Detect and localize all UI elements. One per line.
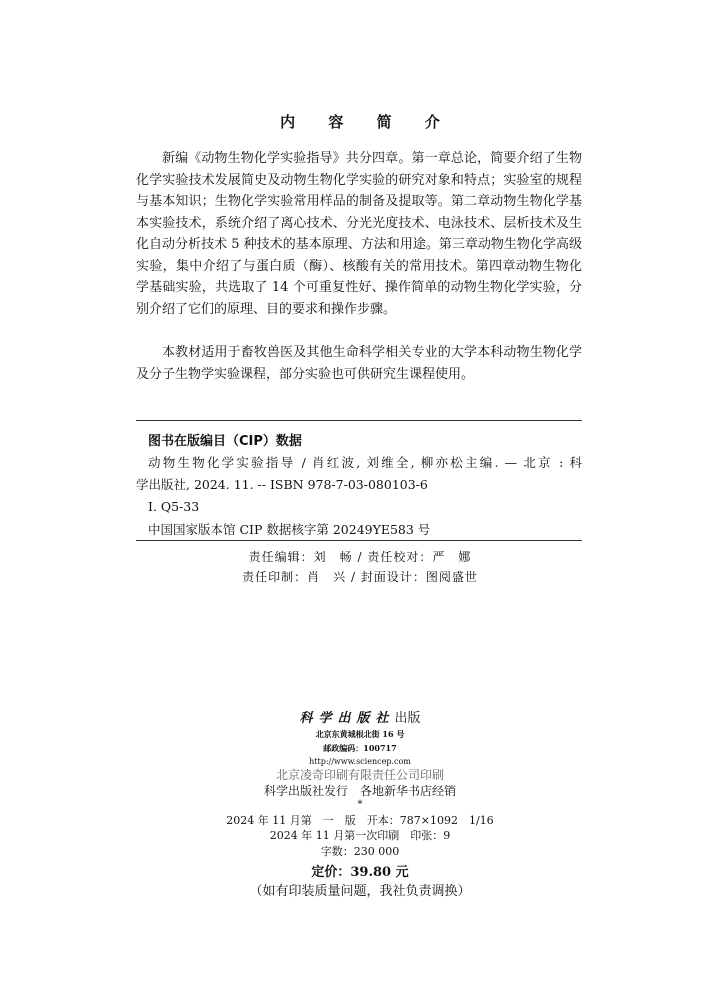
- printing-line: 2024 年 11 月第一次印刷 印张：9: [269, 829, 451, 842]
- quality-notice: （如有印装质量问题，我社负责调换）: [249, 884, 471, 899]
- publisher-url: http://www.sciencep.com: [309, 757, 411, 766]
- price: 定价：39.80 元: [311, 865, 409, 880]
- distribution-line: 科学出版社发行 各地新华书店经销: [263, 784, 456, 798]
- separator-star: *: [357, 799, 363, 810]
- publisher-name: [0, 707, 720, 726]
- cip-top-divider: [136, 420, 582, 421]
- publisher-name-suffix: 出版: [394, 711, 421, 726]
- cip-line-4: 中国国家版本馆 CIP 数据核字第 20249YE583 号: [148, 522, 431, 537]
- staff-line-2: 责任印制：肖 兴 / 封面设计：图阅盛世: [242, 570, 478, 584]
- intro-paragraph-2: 本教材适用于畜牧兽医及其他生命科学相关专业的大学本科动物生物化学及分子生物学实验课程，部分实验也可供研究生课程使用。: [136, 345, 582, 382]
- cip-bottom-divider: [136, 540, 582, 541]
- publisher-address: 北京东黄城根北街 16 号: [315, 729, 405, 739]
- publisher-postcode: 邮政编码：100717: [323, 743, 397, 753]
- edition-line: 2024 年 11 月第 一 版 开本：787×1092 1/16: [226, 814, 494, 827]
- word-count: 字数：230 000: [320, 845, 400, 858]
- cip-line-1: 动物生物化学实验指导 / 肖红波, 刘维全, 柳亦松主编. — 北京 : 科: [148, 455, 582, 470]
- cip-heading: 图书在版编目（CIP）数据: [148, 434, 302, 449]
- cip-line-2: 学出版社, 2024. 11. -- ISBN 978-7-03-080103-6: [136, 477, 428, 492]
- publisher-logo-text: 科学出版社: [299, 711, 395, 726]
- intro-paragraph-1: 新编《动物生物化学实验指导》共分四章。第一章总论，简要介绍了生物化学实验技术发展简史及动物生物化学实验的研究对象和特点；实验室的规程与基本知识；生物化学实验常用样品的制备及提取等。第二章动物生物化学基本实验技术，系统介绍了离心技术、分光光度技术、电泳技术、层析技术及生化自动分析技术 5 种技术的基本原理、方法和用途。第三章动物生物化学高级实验，集中介绍了与蛋白质（酶）、核酸有关的常用技术。第四章动物生物化学基础实验，共选取了 14 个可重复性好、操作简单的动物生物化学实验，分别介绍了它们的原理、目的要求和操作步骤。: [136, 151, 582, 317]
- printer-line: 北京凌奇印刷有限责任公司印刷: [275, 768, 444, 782]
- cip-line-3: Ⅰ. Q5-33: [148, 499, 200, 514]
- page-title: 内 容 简 介: [280, 113, 454, 131]
- staff-line-1: 责任编辑：刘 畅 / 责任校对：严 娜: [248, 550, 472, 564]
